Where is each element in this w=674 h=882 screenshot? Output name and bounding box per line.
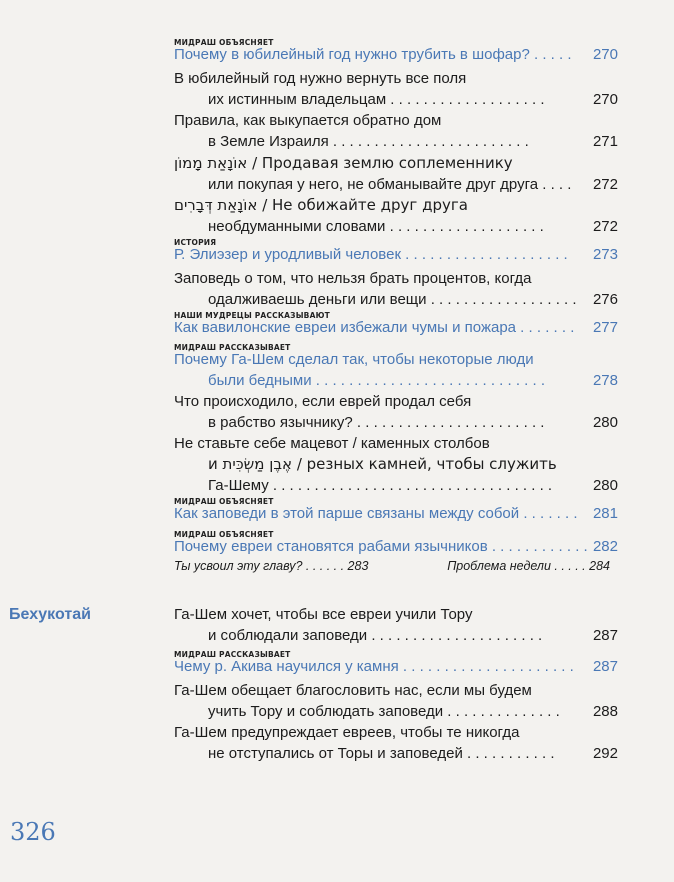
entry-title: Га-Шем обещает благословить нас, если мы будем bbox=[174, 682, 532, 699]
entry-title-cont: или покупая у него, не обманывайте друг друга bbox=[208, 176, 539, 193]
entry-title: Чему р. Акива научился у камня bbox=[174, 658, 399, 675]
toc-entry[interactable] bbox=[174, 722, 618, 764]
leader-dots: . . . . . . . bbox=[519, 505, 578, 522]
page-ref: 272 bbox=[592, 176, 618, 193]
page-ref: 277 bbox=[592, 319, 618, 336]
page-ref: 270 bbox=[592, 46, 618, 63]
chapter-review-line bbox=[174, 559, 618, 577]
leader-dots: . . . . . . . . . . . . . . . . . . . . . bbox=[367, 627, 543, 644]
toc-entry[interactable] bbox=[174, 195, 618, 237]
entry-tag: МИДРАШ ОБЪЯСНЯЕТ bbox=[174, 497, 274, 506]
leader-dots: . . . . . . . . . . . . . . . . . . . bbox=[385, 218, 544, 235]
leader-dots: . . . . . . . . . . . . . . . . . . . . . . . bbox=[352, 414, 545, 431]
toc-entry[interactable] bbox=[174, 238, 618, 265]
section-title: Бехукотай bbox=[9, 606, 91, 623]
toc-entry[interactable] bbox=[174, 433, 618, 496]
entry-tag: НАШИ МУДРЕЦЫ РАССКАЗЫВАЮТ bbox=[174, 311, 330, 320]
entry-tag: МИДРАШ ОБЪЯСНЯЕТ bbox=[174, 38, 274, 47]
leader-dots: . . . . . . . . . . . . . . . . . . . . . . . . . . . . bbox=[311, 372, 546, 389]
review-link[interactable]: Ты усвоил эту главу? . . . . . . 283 bbox=[174, 559, 369, 573]
toc-entry[interactable] bbox=[174, 268, 618, 310]
entry-title: Почему евреи становятся рабами язычников bbox=[174, 538, 488, 555]
entry-title: Заповедь о том, что нельзя брать процентов, когда bbox=[174, 270, 532, 287]
entry-title-cont: и אֶבֶן מַשְׂכִּית / резных камней, чтобы служить bbox=[208, 455, 557, 473]
entry-title-cont: были бедными bbox=[208, 372, 312, 389]
entry-title-cont: необдуманными словами bbox=[208, 218, 386, 235]
leader-dots: . . . . . . . . . . . . . . . . . . . bbox=[386, 91, 545, 108]
page-ref: 287 bbox=[592, 658, 618, 675]
entry-title: Не ставьте себе мацевот / каменных столбов bbox=[174, 435, 490, 452]
entry-title: אוֹנָאַת דְּבָרִים / Не обижайте друг друга bbox=[174, 196, 468, 214]
leader-dots: . . . . . . . . . . . . . . . . . . . . . . . . bbox=[328, 133, 529, 150]
page-ref: 281 bbox=[592, 505, 618, 522]
entry-title: Как заповеди в этой парше связаны между собой bbox=[174, 505, 520, 522]
page-ref: 270 bbox=[592, 91, 618, 108]
toc-entry[interactable] bbox=[174, 497, 618, 524]
entry-title: Га-Шем предупреждает евреев, чтобы те никогда bbox=[174, 724, 520, 741]
leader-dots: . . . . . . . . . . . . bbox=[487, 538, 588, 555]
leader-dots: . . . . . . . . . . . . . . . . . . bbox=[426, 291, 577, 308]
page-ref: 282 bbox=[592, 538, 618, 555]
toc-entry[interactable] bbox=[174, 311, 618, 338]
page-ref: 278 bbox=[592, 372, 618, 389]
toc-entry[interactable] bbox=[174, 38, 618, 65]
entry-title: Почему Га-Шем сделал так, чтобы некоторые люди bbox=[174, 351, 534, 368]
toc-entry[interactable] bbox=[174, 391, 618, 433]
entry-title: Правила, как выкупается обратно дом bbox=[174, 112, 442, 129]
entry-tag: МИДРАШ РАССКАЗЫВАЕТ bbox=[174, 343, 291, 352]
entry-title: Га-Шем хочет, чтобы все евреи учили Тору bbox=[174, 606, 473, 623]
page-ref: 292 bbox=[592, 745, 618, 762]
leader-dots: . . . . bbox=[538, 176, 572, 193]
toc-entry[interactable] bbox=[174, 604, 618, 646]
entry-title-cont: в рабство язычнику? bbox=[208, 414, 353, 431]
page-ref: 272 bbox=[592, 218, 618, 235]
leader-dots: . . . . . . . bbox=[516, 319, 575, 336]
toc-entry[interactable] bbox=[174, 680, 618, 722]
entry-tag: ИСТОРИЯ bbox=[174, 238, 217, 247]
leader-dots: . . . . . . . . . . . . . . bbox=[443, 703, 560, 720]
toc-entry[interactable] bbox=[174, 650, 618, 677]
page-number: 326 bbox=[10, 818, 56, 846]
entry-tag: МИДРАШ РАССКАЗЫВАЕТ bbox=[174, 650, 291, 659]
entry-title: Что происходило, если еврей продал себя bbox=[174, 393, 472, 410]
entry-title-cont: и соблюдали заповеди bbox=[208, 627, 368, 644]
toc-entry[interactable] bbox=[174, 530, 618, 557]
toc-entry[interactable] bbox=[174, 110, 618, 152]
toc-entry[interactable] bbox=[174, 68, 618, 110]
problem-link[interactable]: Проблема недели . . . . . 284 bbox=[447, 559, 610, 573]
page-ref: 273 bbox=[592, 246, 618, 263]
leader-dots: . . . . . bbox=[529, 46, 572, 63]
entry-title-cont: одалживаешь деньги или вещи bbox=[208, 291, 427, 308]
page-ref: 288 bbox=[592, 703, 618, 720]
entry-title-cont: учить Тору и соблюдать заповеди bbox=[208, 703, 444, 720]
entry-title: Почему в юбилейный год нужно трубить в шофар? bbox=[174, 46, 530, 63]
entry-title: В юбилейный год нужно вернуть все поля bbox=[174, 70, 467, 87]
page-ref: 276 bbox=[592, 291, 618, 308]
entry-title: אוֹנָאַת מָמוֹן / Продавая землю соплеменнику bbox=[174, 154, 513, 172]
entry-title: Как вавилонские евреи избежали чумы и пожара bbox=[174, 319, 517, 336]
entry-title-cont: в Земле Израиля bbox=[208, 133, 329, 150]
entry-tag: МИДРАШ ОБЪЯСНЯЕТ bbox=[174, 530, 274, 539]
toc-entry[interactable] bbox=[174, 153, 618, 195]
leader-dots: . . . . . . . . . . . . . . . . . . . . . . . . . . . . . . . . . . bbox=[268, 477, 553, 494]
page-ref: 287 bbox=[592, 627, 618, 644]
entry-title-cont: их истинным владельцам bbox=[208, 91, 387, 108]
entry-title-cont: Га-Шему bbox=[208, 477, 269, 494]
leader-dots: . . . . . . . . . . . bbox=[462, 745, 555, 762]
toc-entry[interactable] bbox=[174, 343, 618, 391]
leader-dots: . . . . . . . . . . . . . . . . . . . . bbox=[401, 246, 568, 263]
page-ref: 280 bbox=[592, 477, 618, 494]
page-ref: 271 bbox=[592, 133, 618, 150]
leader-dots: . . . . . . . . . . . . . . . . . . . . . bbox=[398, 658, 574, 675]
entry-title: Р. Элиэзер и уродливый человек bbox=[174, 246, 402, 263]
entry-title-cont: не отступались от Торы и заповедей bbox=[208, 745, 463, 762]
page-ref: 280 bbox=[592, 414, 618, 431]
